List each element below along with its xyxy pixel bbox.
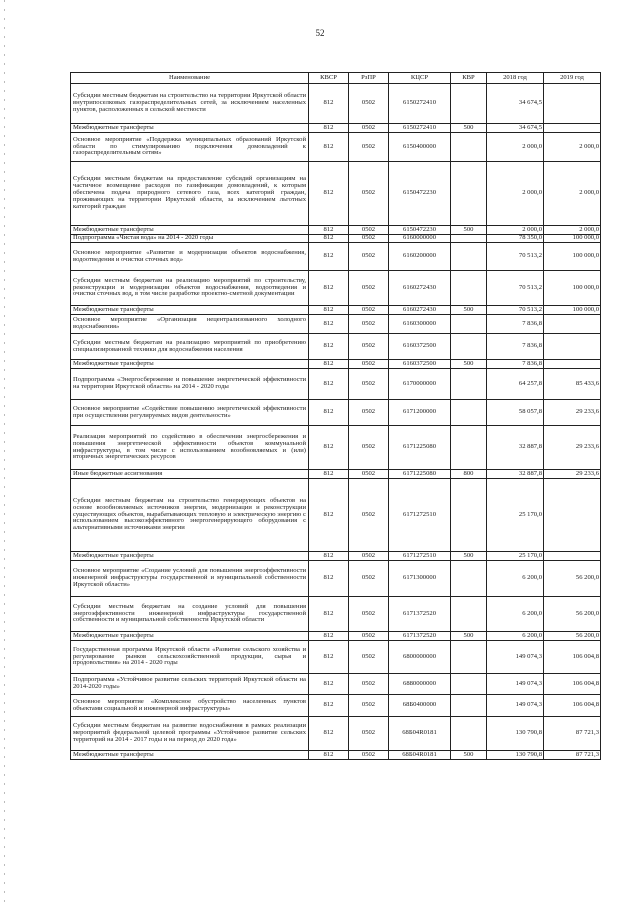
row-2018: 7 836,8 [487,315,544,334]
row-rzpr: 0502 [349,552,389,561]
row-kcsr: 6160272430 [389,271,451,306]
row-rzpr: 0502 [349,717,389,751]
row-rzpr: 0502 [349,561,389,597]
header-kcsr: КЦСР [389,73,451,84]
row-rzpr: 0502 [349,369,389,400]
row-2019 [544,334,601,360]
row-kcsr: 6160300000 [389,315,451,334]
table-row [71,84,601,124]
row-2019 [544,360,601,369]
table-row [71,162,601,226]
row-2019 [544,124,601,133]
row-2018: 34 674,5 [487,124,544,133]
row-kvr: 500 [451,226,487,235]
row-kvsr: 812 [309,426,349,470]
table-row [71,597,601,632]
row-2018: 6 200,0 [487,597,544,632]
row-2018: 25 170,0 [487,479,544,552]
row-kvr [451,133,487,162]
row-kvr [451,84,487,124]
row-kcsr: 6880000000 [389,674,451,695]
row-name: Государственная программа Иркутской области «Развитие сельского хозяйства и регулирование рынков сельскохозяйственной продукции, сырья и продовольствия» на 2014 - 2020 годы [71,641,309,674]
row-2018: 7 836,8 [487,360,544,369]
row-kvsr: 812 [309,674,349,695]
row-kvsr: 812 [309,552,349,561]
row-name: Межбюджетные трансферты [71,552,309,561]
row-2019: 106 004,8 [544,674,601,695]
row-kvsr: 812 [309,597,349,632]
row-name: Субсидии местным бюджетам на реализацию мероприятий по приобретению специализированной техники для водоснабжения населения [71,334,309,360]
row-name: Основное мероприятие «Организация нецентрализованного холодного водоснабжения» [71,315,309,334]
row-2019: 106 004,8 [544,641,601,674]
row-kvr [451,369,487,400]
row-kvsr: 812 [309,641,349,674]
row-2018: 25 170,0 [487,552,544,561]
row-kvr [451,426,487,470]
row-rzpr: 0502 [349,360,389,369]
row-rzpr: 0502 [349,271,389,306]
table-row [71,400,601,426]
row-name: Основное мероприятие «Развитие и модернизация объектов водоснабжения, водоотведения и очистки сточных вод» [71,243,309,271]
row-kcsr: 68Б04R0181 [389,751,451,760]
row-kvsr: 812 [309,226,349,235]
row-name: Субсидии местным бюджетам на строительство генерирующих объектов на основе возобновляемых источников энергии, модернизации и реконструкции существующих объектов, вырабатывающих тепловую и электрическую энергию с использованием высокоэффективного энергогенерирующего оборудования с альтернативными источниками энергии [71,479,309,552]
row-kvr [451,479,487,552]
row-2019: 29 233,6 [544,470,601,479]
row-kvsr: 812 [309,334,349,360]
header-kvsr: КВСР [309,73,349,84]
row-kvr [451,162,487,226]
row-rzpr: 0502 [349,235,389,243]
row-2018: 130 790,8 [487,751,544,760]
row-kvr [451,315,487,334]
row-name: Субсидии местным бюджетам на строительство на территории Иркутской области внутрипоселковых газораспределительных сетей, за исключением населенных пунктов, расположенных в сельской местности [71,84,309,124]
row-name: Субсидии местным бюджетам на реализацию мероприятий по строительству, реконструкции и модернизации объектов водоснабжения, водоотведения и очистки сточных вод, в том числе разработке проектно-сметной документации [71,271,309,306]
row-name: Подпрограмма «Чистая вода» на 2014 - 2020 годы [71,235,309,243]
row-kvsr: 812 [309,369,349,400]
table-row [71,315,601,334]
row-kcsr: 6800000000 [389,641,451,674]
row-kcsr: 6160000000 [389,235,451,243]
table-row [71,632,601,641]
row-2018: 70 513,2 [487,271,544,306]
row-2018: 149 074,3 [487,695,544,717]
row-kvsr: 812 [309,695,349,717]
row-2018: 2 000,0 [487,133,544,162]
row-kcsr: 6171372520 [389,597,451,632]
row-name: Подпрограмма «Энергосбережение и повышение энергетической эффективности на территории Иркутской области» на 2014 - 2020 годы [71,369,309,400]
row-kcsr: 6171272510 [389,479,451,552]
row-2019: 56 200,0 [544,561,601,597]
row-rzpr: 0502 [349,226,389,235]
row-2018: 32 887,8 [487,470,544,479]
row-rzpr: 0502 [349,641,389,674]
row-2019 [544,84,601,124]
table-row [71,695,601,717]
row-2018: 32 887,8 [487,426,544,470]
row-rzpr: 0502 [349,306,389,315]
page-number: 52 [315,28,325,38]
row-name: Основное мероприятие «Содействие повышению энергетической эффективности при осуществлении регулируемых видов деятельности» [71,400,309,426]
row-kvsr: 812 [309,235,349,243]
row-kvsr: 812 [309,470,349,479]
row-2018: 6 200,0 [487,632,544,641]
row-kcsr: 6150272410 [389,84,451,124]
row-kvr [451,597,487,632]
scan-left-edge [4,0,5,905]
row-kvsr: 812 [309,271,349,306]
row-2019: 100 000,0 [544,306,601,315]
row-kvsr: 812 [309,561,349,597]
row-2019: 87 721,3 [544,717,601,751]
row-kcsr: 6160272430 [389,306,451,315]
row-2018: 70 513,2 [487,243,544,271]
row-2019 [544,552,601,561]
row-name: Иные бюджетные ассигнования [71,470,309,479]
row-2018: 34 674,5 [487,84,544,124]
header-2018: 2018 год [487,73,544,84]
table-row [71,641,601,674]
row-name: Основное мероприятие «Создание условий для повышения энергоэффективности инженерной инфраструктуры государственной и муниципальной собственности Иркутской области» [71,561,309,597]
table-row [71,360,601,369]
row-kvsr: 812 [309,479,349,552]
row-kcsr: 6171225080 [389,426,451,470]
row-kvr [451,334,487,360]
row-kcsr: 68Б04R0181 [389,717,451,751]
row-rzpr: 0502 [349,751,389,760]
row-2019: 87 721,3 [544,751,601,760]
row-rzpr: 0502 [349,334,389,360]
row-2019: 100 000,0 [544,271,601,306]
header-kvr: КВР [451,73,487,84]
table-row [71,561,601,597]
table-row [71,133,601,162]
row-2019: 2 000,0 [544,226,601,235]
row-kvsr: 812 [309,315,349,334]
row-kvsr: 812 [309,717,349,751]
row-kvr: 500 [451,306,487,315]
table-row [71,235,601,243]
table-row [71,751,601,760]
row-2019 [544,315,601,334]
row-name: Межбюджетные трансферты [71,226,309,235]
row-2018: 64 257,8 [487,369,544,400]
header-rzpr: РзПР [349,73,389,84]
row-2018: 7 836,8 [487,334,544,360]
row-kcsr: 6160372500 [389,360,451,369]
row-kvr [451,235,487,243]
row-rzpr: 0502 [349,674,389,695]
row-2018: 58 057,8 [487,400,544,426]
row-kvr: 500 [451,124,487,133]
row-2018: 149 074,3 [487,641,544,674]
row-2019: 56 200,0 [544,632,601,641]
table-row [71,552,601,561]
table-row [71,334,601,360]
row-2019: 2 000,0 [544,162,601,226]
row-kvsr: 812 [309,124,349,133]
table-row [71,369,601,400]
row-kvr [451,695,487,717]
row-name: Реализация мероприятий по содействию в обеспечении энергосбережения и повышения энергетической эффективности объектов коммунальной инфраструктуры, в том числе с использованием возобновляемых и (или) вторичных энергетических ресурсов [71,426,309,470]
row-2019: 100 000,0 [544,243,601,271]
row-kcsr: 6171200000 [389,400,451,426]
row-rzpr: 0502 [349,632,389,641]
table-row [71,479,601,552]
row-kcsr: 6171225080 [389,470,451,479]
row-kcsr: 6171300000 [389,561,451,597]
row-kvr: 500 [451,751,487,760]
row-kcsr: 6170000000 [389,369,451,400]
row-rzpr: 0502 [349,400,389,426]
row-kvsr: 812 [309,400,349,426]
row-2019: 29 233,6 [544,426,601,470]
table-row [71,717,601,751]
row-kvr [451,674,487,695]
row-2018: 6 200,0 [487,561,544,597]
row-rzpr: 0502 [349,133,389,162]
row-rzpr: 0502 [349,426,389,470]
row-rzpr: 0502 [349,470,389,479]
row-kvsr: 812 [309,632,349,641]
row-2019: 56 200,0 [544,597,601,632]
table-header-row [71,73,601,84]
row-2018: 130 790,8 [487,717,544,751]
row-kvsr: 812 [309,306,349,315]
table-row [71,124,601,133]
row-name: Межбюджетные трансферты [71,632,309,641]
row-kcsr: 68Б0400000 [389,695,451,717]
row-name: Подпрограмма «Устойчивое развитие сельских территорий Иркутской области на 2014-2020 годы» [71,674,309,695]
row-kvr [451,717,487,751]
row-2019: 85 433,6 [544,369,601,400]
row-rzpr: 0502 [349,695,389,717]
row-kcsr: 6150400000 [389,133,451,162]
row-2018: 149 074,3 [487,674,544,695]
row-kvr: 800 [451,470,487,479]
row-name: Субсидии местным бюджетам на создание условий для повышения энергоэффективности инженерной инфраструктуры государственной собственности и муниципальной собственности Иркутской области [71,597,309,632]
row-kvsr: 812 [309,84,349,124]
row-2018: 70 513,2 [487,306,544,315]
table-row [71,426,601,470]
table-row [71,674,601,695]
row-kvr [451,400,487,426]
row-2019: 106 004,8 [544,695,601,717]
row-rzpr: 0502 [349,124,389,133]
header-name: Наименование [71,73,309,84]
row-name: Межбюджетные трансферты [71,360,309,369]
row-kcsr: 6160372500 [389,334,451,360]
row-rzpr: 0502 [349,479,389,552]
row-kcsr: 6160200000 [389,243,451,271]
row-kvr [451,561,487,597]
row-2019: 29 233,6 [544,400,601,426]
row-2019: 100 000,0 [544,235,601,243]
row-name: Основное мероприятие «Комплексное обустройство населенных пунктов объектами социальной и инженерной инфраструктуры» [71,695,309,717]
row-kcsr: 6150272410 [389,124,451,133]
row-name: Межбюджетные трансферты [71,124,309,133]
row-2018: 2 000,0 [487,162,544,226]
table-row [71,271,601,306]
row-kvsr: 812 [309,133,349,162]
row-kvsr: 812 [309,360,349,369]
row-kvr [451,641,487,674]
row-2019: 2 000,0 [544,133,601,162]
table-row [71,470,601,479]
table-row [71,243,601,271]
row-kvr [451,243,487,271]
row-2018: 78 350,0 [487,235,544,243]
row-rzpr: 0502 [349,597,389,632]
row-2019 [544,479,601,552]
row-kvsr: 812 [309,751,349,760]
budget-table [70,72,601,760]
row-rzpr: 0502 [349,315,389,334]
row-kcsr: 6150472230 [389,162,451,226]
row-kvsr: 812 [309,243,349,271]
row-rzpr: 0502 [349,162,389,226]
header-2019: 2019 год [544,73,601,84]
row-kcsr: 6171272510 [389,552,451,561]
row-kcsr: 6150472230 [389,226,451,235]
row-name: Субсидии местным бюджетам на предоставление субсидий организациям на частичное возмещение расходов по газификации домовладений, к которым обеспечена подача природного сетевого газа, всех категорий граждан, проживающих на территории Иркутской области, за исключением льготных категорий граждан [71,162,309,226]
table-row [71,306,601,315]
row-kvr: 500 [451,632,487,641]
row-kvsr: 812 [309,162,349,226]
row-name: Основное мероприятие «Поддержка муниципальных образований Иркутской области по стимулированию подключения домовладений к газораспределительным сетям» [71,133,309,162]
row-rzpr: 0502 [349,243,389,271]
row-name: Субсидии местным бюджетам на развитие водоснабжения в рамках реализации мероприятий федеральной целевой программы «Устойчивое развитие сельских территорий на 2014 - 2017 годы и на период до 2020 года» [71,717,309,751]
row-name: Межбюджетные трансферты [71,306,309,315]
row-kcsr: 6171372520 [389,632,451,641]
row-kvr: 500 [451,360,487,369]
row-2018: 2 000,0 [487,226,544,235]
table-row [71,226,601,235]
row-name: Межбюджетные трансферты [71,751,309,760]
row-rzpr: 0502 [349,84,389,124]
row-kvr: 500 [451,552,487,561]
row-kvr [451,271,487,306]
